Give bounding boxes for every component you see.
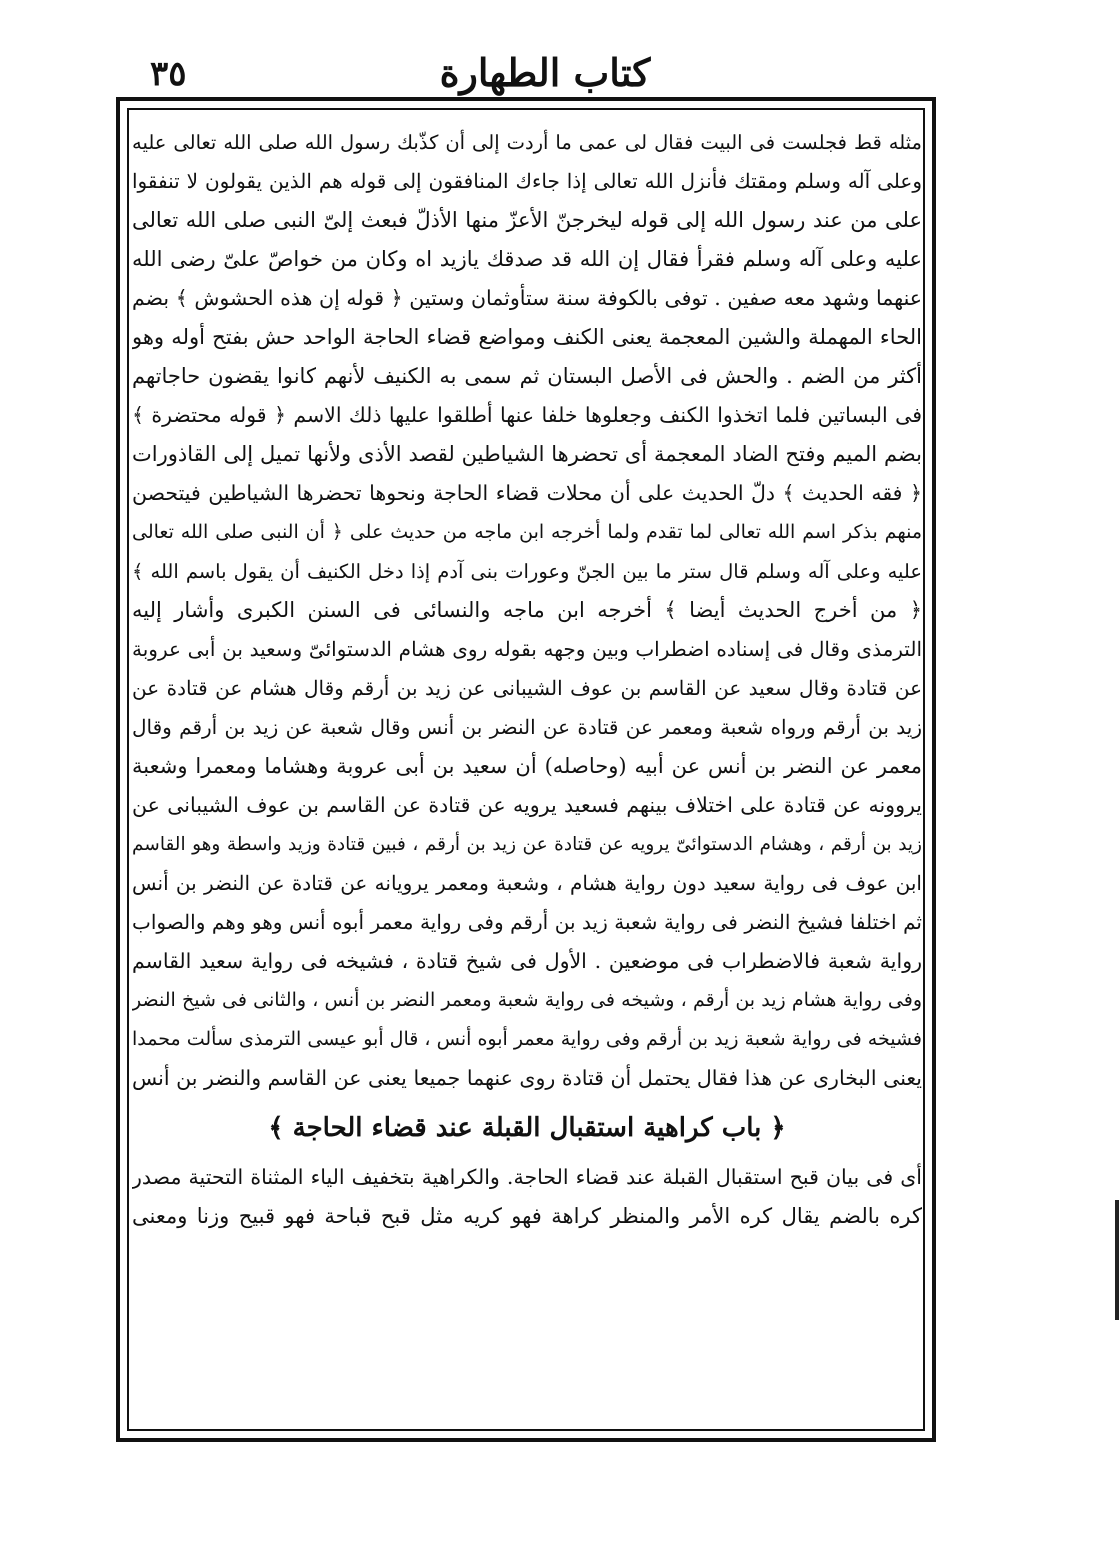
text-line: منهم بذكر اسم الله تعالى لما تقدم ولما أخرجه ابن ماجه من حديث على ﴿ أن النبى صلى الله تعالى [132, 521, 922, 543]
text-line: عن قتادة وقال سعيد عن القاسم بن عوف الشيبانى عن زيد بن أرقم وقال هشام عن قتادة عن [132, 676, 922, 700]
page-frame [116, 97, 936, 1442]
text-line: ﴿ فقه الحديث ﴾ دلّ الحديث على أن محلات قضاء الحاجة ونحوها تحضرها الشياطين فيتحصن [132, 481, 922, 505]
text-line: أى فى بيان قبح استقبال القبلة عند قضاء الحاجة. والكراهية بتخفيف الياء المثناة التحتية مصدر [132, 1165, 922, 1189]
text-line: ﴿ من أخرج الحديث أيضا ﴾ أخرجه ابن ماجه والنسائى فى السنن الكبرى وأشار إليه [132, 598, 922, 622]
text-line: يروونه عن قتادة على اختلاف بينهم فسعيد يرويه عن قتادة عن القاسم بن عوف الشيبانى عن [132, 793, 922, 817]
text-line: ثم اختلفا فشيخ النضر فى رواية شعبة زيد بن أرقم وفى رواية معمر أبوه أنس وهو وهم والصواب [132, 910, 922, 934]
text-line: فى البساتين فلما اتخذوا الكنف وجعلوها خلفا عنها أطلقوا عليها ذلك الاسم ﴿ قوله محتضرة ﴾ [132, 403, 922, 427]
book-title: كتاب الطهارة [439, 50, 651, 95]
chapter-heading: ﴿ باب كراهية استقبال القبلة عند قضاء الحاجة ﴾ [268, 1113, 786, 1143]
text-line: زيد بن أرقم ورواه شعبة ومعمر عن قتادة عن النضر بن أنس وقال شعبة عن زيد بن أرقم وقال [132, 715, 922, 739]
text-line: أكثر من الضم . والحش فى الأصل البستان ثم سمى به الكنيف لأنهم كانوا يقضون حاجاتهم [132, 364, 922, 388]
text-line: عليه وعلى آله وسلم فقرأ فقال إن الله قد صدقك يازيد اه وكان من خواصّ علىّ رضى الله [132, 247, 922, 271]
text-line: وفى رواية هشام زيد بن أرقم ، وشيخه فى رواية شعبة ومعمر النضر بن أنس ، والثانى فى شيخ النضر [132, 989, 922, 1011]
text-line: عليه وعلى آله وسلم قال ستر ما بين الجنّ وعورات بنى آدم إذا دخل الكنيف أن يقول باسم الله ﴾ [132, 560, 922, 583]
text-line: وعلى آله وسلم ومقتك فأنزل الله تعالى إذا جاءك المنافقون إلى قوله هم الذين يقولون لا تنفقوا [132, 169, 922, 193]
text-line: رواية شعبة فالاضطراب فى موضعين . الأول فى شيخ قتادة ، فشيخه فى رواية سعيد القاسم [132, 949, 922, 973]
text-line: يعنى البخارى عن هذا فقال يحتمل أن قتادة روى عنهما جميعا يعنى عن القاسم والنضر بن أنس [132, 1066, 922, 1090]
text-line: ابن عوف فى رواية سعيد دون رواية هشام ، وشعبة ومعمر يرويانه عن قتادة عن النضر بن أنس [132, 871, 922, 895]
text-line: معمر عن النضر بن أنس عن أبيه (وحاصله) أن سعيد بن أبى عروبة وهشاما ومعمرا وشعبة [132, 754, 922, 778]
text-line: زيد بن أرقم ، وهشام الدستوائىّ يرويه عن قتادة عن زيد بن أرقم ، فبين قتادة وزيد واسطة وهو القاسم [132, 834, 922, 855]
text-line: الحاء المهملة والشين المعجمة يعنى الكنف ومواضع قضاء الحاجة الواحد حش بفتح أوله وهو [132, 325, 922, 349]
page-edge-shadow [1115, 1200, 1119, 1320]
text-line: مثله قط فجلست فى البيت فقال لى عمى ما أردت إلى أن كذّبك رسول الله صلى الله تعالى عليه [132, 131, 922, 154]
page-header [130, 48, 960, 98]
text-line: كره بالضم يقال كره الأمر والمنظر كراهة فهو كريه مثل قبح قباحة فهو قبيح وزنا ومعنى [132, 1204, 922, 1228]
text-line: على من عند رسول الله إلى قوله ليخرجنّ الأعزّ منها الأذلّ فبعث إلىّ النبى صلى الله تعالى [132, 208, 922, 232]
text-line: عنهما وشهد معه صفين . توفى بالكوفة سنة ستأوثمان وستين ﴿ قوله إن هذه الحشوش ﴾ بضم [132, 286, 922, 310]
text-line: بضم الميم وفتح الضاد المعجمة أى تحضرها الشياطين لقصد الأذى ولأنها تميل إلى القاذورات [132, 442, 922, 466]
page-number: ٣٥ [150, 54, 187, 94]
text-line: فشيخه فى رواية شعبة زيد بن أرقم وفى رواية معمر أبوه أنس ، قال أبو عيسى الترمذى سألت محمدا [132, 1028, 922, 1050]
commentary-text [132, 123, 922, 1432]
text-line: الترمذى وقال فى إسناده اضطراب وبين وجهه بقوله روى هشام الدستوائىّ وسعيد بن أبى عروبة [132, 637, 922, 661]
